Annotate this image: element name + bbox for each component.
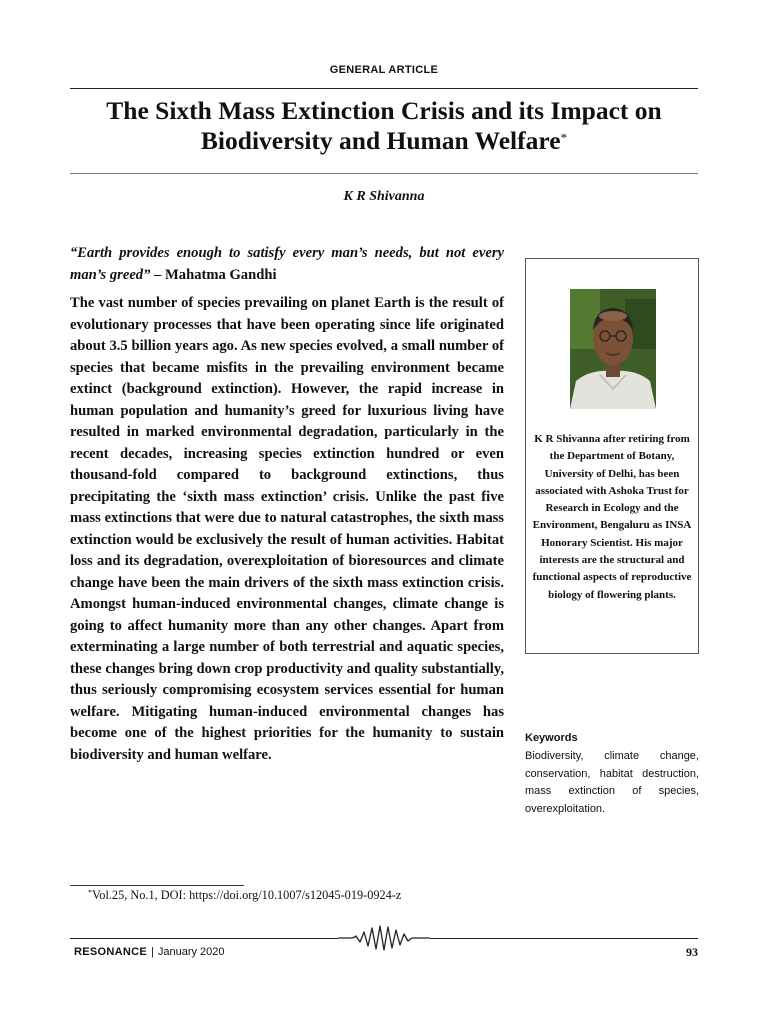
footnote-mark: * [88,888,92,897]
title-line-2: Biodiversity and Human Welfare [200,126,561,155]
title-rule [70,173,698,174]
epigraph-text: “Earth provides enough to satisfy every man’s needs, but not every man’s greed” [70,245,504,283]
section-label: GENERAL ARTICLE [329,64,439,76]
footnote-text: Vol.25, No.1, DOI: https://doi.org/10.1007/s12045-019-0924-z [92,888,402,902]
title-footnote-mark: * [560,130,568,145]
issue-date: January 2020 [157,946,225,958]
footer-rule-right [430,938,698,939]
title-line-1: The Sixth Mass Extinction Crisis and its Impact on [106,96,662,125]
keywords-list: Biodiversity, climate change, conservation, habitat destruction, mass extinction of species, overexploitation. [525,750,699,815]
article-title [70,96,698,156]
footnote-rule [70,885,244,886]
footnote [88,888,401,903]
journal-name: RESONANCE [74,946,147,958]
author-bio: K R Shivanna after retiring from the Department of Botany, University of Delhi, has been associated with Ashoka Trust for Research in Ecology and the Environment, Bengaluru as INSA Honorary Scientist. His major interests are the structural and functional aspects of reproductive biology of flowering plants. [532,433,692,601]
footer-rule-left [70,938,338,939]
epigraph [70,243,504,286]
signal-wave-icon [338,924,430,952]
footer-separator: | [151,946,154,958]
abstract-paragraph: The vast number of species prevailing on planet Earth is the result of evolutionary processes that have been operating since life originated about 3.5 billion years ago. As new species evolved, a small number of species that became misfits in the prevailing environment became extinct (background extinction). However, the rapid increase in human population and humanity’s greed for luxurious living have resulted in marked environmental degradation, particularly in the recent decades, increasing species extinction hundred or even thousand-fold compared to background extinctions, thus precipitating the ‘sixth mass extinction’ crisis. Unlike the past five mass extinctions that were due to natural catastrophes, the sixth mass extinction would be exclusively the result of human activities. Habitat loss and its degradation, overexploitation of bioresources and climate change have been the main drivers of the sixth mass extinction crisis. Amongst human-induced environmental changes, climate change is going to affect humanity more than any other changes. Apart from exterminating a large number of both terrestrial and aquatic species, these changes bring down crop productivity and quality substantially, thus seriously compromising ecosystem services essential for human welfare. Mitigating human-induced environmental changes has become one of the highest priorities for the humanity to sustain biodiversity and human welfare. [70,295,504,763]
epigraph-dash: – [150,266,165,283]
top-rule [70,88,698,89]
author-name: K R Shivanna [343,189,425,204]
footer-journal-info [74,946,225,958]
author-photo [570,289,656,409]
keywords-heading: Keywords [525,732,578,744]
epigraph-attribution: Mahatma Gandhi [165,266,277,283]
page-number: 93 [686,945,698,959]
author-bio-box [525,258,699,654]
